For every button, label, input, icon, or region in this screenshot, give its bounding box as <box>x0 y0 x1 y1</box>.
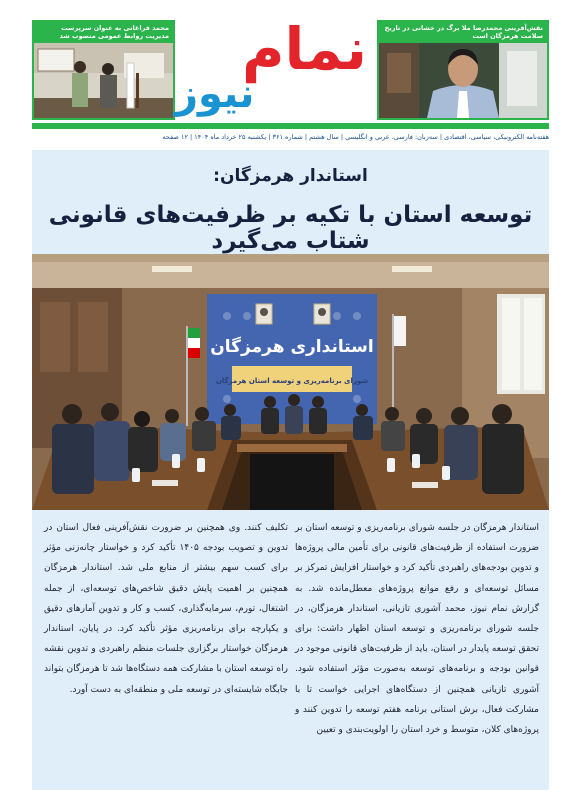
masthead-divider <box>32 123 549 129</box>
top-story-right[interactable] <box>377 20 549 120</box>
brand-logo[interactable] <box>175 15 375 120</box>
top-story-left-caption: محمد فراغانی به عنوان سرپرست مدیریت روابط عمومی منصوب شد <box>34 22 173 43</box>
top-story-right-photo <box>379 43 547 118</box>
photo-banner-sub: شورای برنامه‌ریزی و توسعه استان هرمزگان <box>215 377 369 385</box>
top-story-left[interactable] <box>32 20 175 120</box>
article-body-left: تکلیف کنند. وی همچنین بر ضرورت نقش‌آفرینی فعال استان در تدوین و تصویب بودجه ۱۴۰۵ تأکید کرد و خواستار چانه‌زنی مؤثر برای کسب سهم بیشتر از منابع ملی شد. استاندار هرمزگان همچنین بر اهمیت پایش دقیق شاخص‌های توسعه‌ای، از جمله اشتغال، تورم، سرمایه‌گذاری، کسب و کار و تدوین آمارهای دقیق و یکپارچه برای برنامه‌ریزی مؤثر تأکید کرد. در پایان، استاندار هرمزگان خواستار برگزاری جلسات منظم راهبردی و تدوین نقشه راه توسعه استان با مشارکت همه دستگاه‌ها شد تا هرمزگان بتواند جایگاه شایسته‌ای در توسعه ملی و منطقه‌ای به دست آورد. <box>44 523 289 695</box>
article-kicker: استاندار هرمزگان: <box>213 166 368 186</box>
article-body-right: استاندار هرمزگان در جلسه شورای برنامه‌ریزی و توسعه استان بر ضرورت استفاده از ظرفیت‌های قانونی برای تأمین مالی پروژه‌ها و تدوین بودجه‌های راهبردی تأکید کرد و خواستار افزایش تمرکز بر مسائل توسعه‌ای و رفع موانع پروژه‌های معطل‌مانده شد. به گزارش نمام نیوز، محمد آشوری تازیانی، استاندار هرمزگان، در جلسه شورای برنامه‌ریزی و توسعه استان اظهار داشت: برای تحقق توسعه پایدار در استان، باید از ظرفیت‌های قانونی موجود در قوانین بودجه و برنامه‌های توسعه به‌صورت مؤثر استفاده شود. آشوری تازیانی همچنین از دستگاه‌های اجرایی خواست تا با مشارکت فعال، برش استانی برنامه هفتم توسعه را تدوین کنند و پروژه‌های کلان، متوسط و خرد استان را اولویت‌بندی و تعیین <box>295 523 539 736</box>
article-headline[interactable]: توسعه استان با تکیه بر ظرفیت‌های قانونی شتاب می‌گیرد <box>48 202 533 254</box>
photo-banner-title: استانداری هرمزگان <box>210 337 374 357</box>
article-column-left <box>44 518 288 700</box>
logo-word-top: نمام <box>242 15 367 83</box>
top-story-left-photo <box>34 43 173 118</box>
top-story-right-caption: نقش‌آفرینی محمدرضا ملا برگ در خشانی در تاریخ سلامت هرمزگان است <box>379 22 547 43</box>
lead-article <box>32 150 549 790</box>
article-photo[interactable] <box>32 254 549 510</box>
article-column-right <box>295 518 539 740</box>
logo-word-bottom: نیوز <box>175 71 255 117</box>
issue-meta: هفته‌نامه الکترونیکی، سیاسی، اقتصادی | سه‌زبان: فارسی، عربی و انگلیسی | سال هشتم | شماره ۳۶۱ | یکشنبه ۲۵ خرداد ماه ۱۴۰۴ | ۱۲ صفحه <box>162 133 549 141</box>
